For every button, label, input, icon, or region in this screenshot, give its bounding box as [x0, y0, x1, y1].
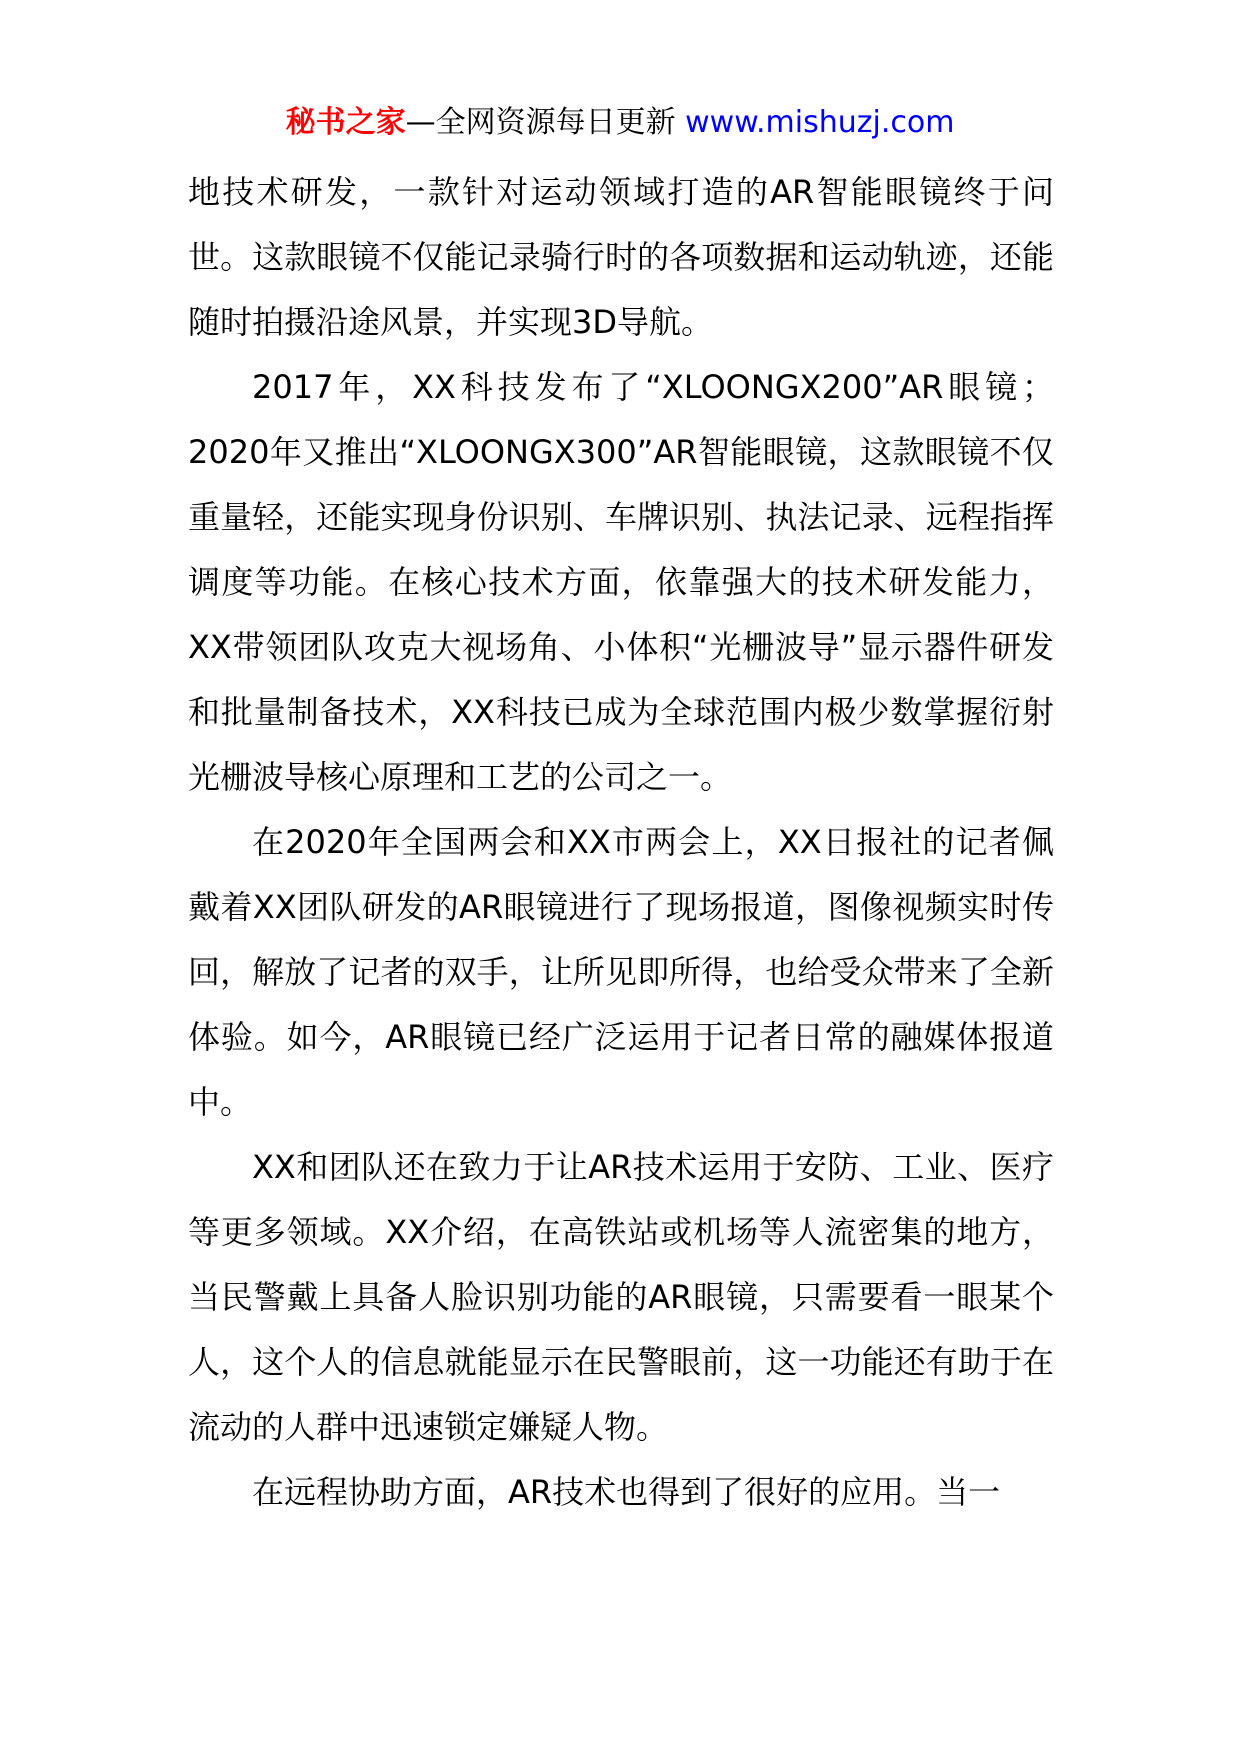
paragraph-2: 2017年，XX科技发布了“XLOONGX200”AR眼镜；2020年又推出“XLOONGX300”AR智能眼镜，这款眼镜不仅重量轻，还能实现身份识别、车牌识别、执法记录、远程指挥调度等功能。在核心技术方面，依靠强大的技术研发能力，XX带领团队攻克大视场角、小体积“光栅波导”显示器件研发和批量制备技术，XX科技已成为全球范围内极少数掌握衍射光栅波导核心原理和工艺的公司之一。: [188, 368, 1054, 796]
paragraph-5: 在远程协助方面，AR技术也得到了很好的应用。当一: [252, 1473, 1001, 1511]
document-body: [188, 160, 1054, 1525]
header-slogan: —全网资源每日更新: [405, 105, 686, 140]
paragraph-1: 地技术研发，一款针对运动领域打造的AR智能眼镜终于问世。这款眼镜不仅能记录骑行时的各项数据和运动轨迹，还能随时拍摄沿途风景，并实现3D导航。: [188, 173, 1054, 341]
site-url-link[interactable]: www.mishuzj.com: [685, 105, 955, 140]
page-header: [0, 103, 1240, 143]
paragraph-4: XX和团队还在致力于让AR技术运用于安防、工业、医疗等更多领域。XX介绍，在高铁站或机场等人流密集的地方，当民警戴上具备人脸识别功能的AR眼镜，只需要看一眼某个人，这个人的信息就能显示在民警眼前，这一功能还有助于在流动的人群中迅速锁定嫌疑人物。: [188, 1148, 1054, 1446]
brand-name: 秘书之家: [285, 105, 406, 140]
paragraph-3: 在2020年全国两会和XX市两会上，XX日报社的记者佩戴着XX团队研发的AR眼镜进行了现场报道，图像视频实时传回，解放了记者的双手，让所见即所得，也给受众带来了全新体验。如今，AR眼镜已经广泛运用于记者日常的融媒体报道中。: [188, 823, 1054, 1121]
